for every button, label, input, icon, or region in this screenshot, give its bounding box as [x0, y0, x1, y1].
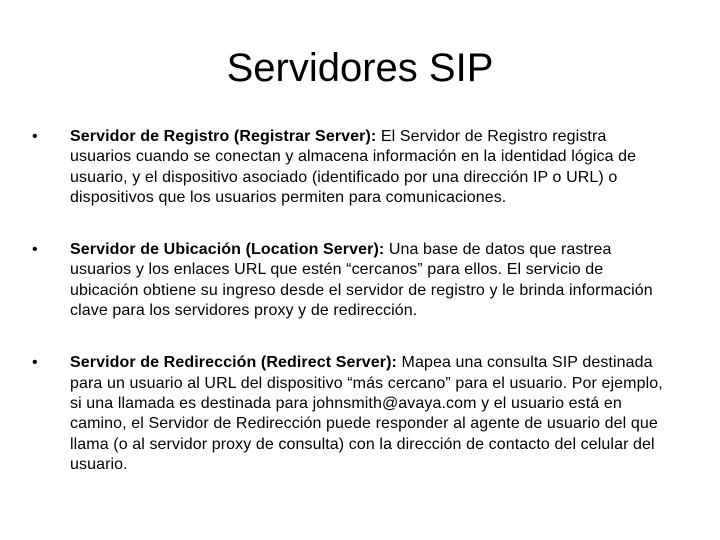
bullet-term: Servidor de Ubicación (Location Server):	[70, 241, 385, 259]
bullet-text: Una base de datos que rastrea usuarios y los enlaces URL que estén “cercanos” para ellos. El servicio de ubicación obtiene su ingreso desde el servidor de registro y le brinda información clave para los servidores proxy y de redirección.	[70, 241, 653, 320]
bullet-term: Servidor de Redirección (Redirect Server):	[70, 354, 397, 372]
bullet-list	[32, 127, 672, 507]
bullet-dot-icon: •	[32, 128, 38, 145]
bullet-redirect-server	[32, 353, 672, 475]
slide-title: Servidores SIP	[226, 46, 494, 90]
bullet-dot-icon: •	[32, 354, 38, 372]
bullet-text: El Servidor de Registro registra usuarios cuando se conectan y almacena información en la identidad lógica de usuario, y el dispositivo asociado (identificado por una dirección IP o URL) o dispositivos que los usuarios permiten para comunicaciones.	[70, 128, 637, 206]
bullet-location-server	[32, 240, 672, 321]
bullet-term: Servidor de Registro (Registrar Server):	[70, 128, 377, 145]
bullet-dot-icon: •	[32, 241, 38, 259]
bullet-text: Mapea una consulta SIP destinada para un usuario al URL del dispositivo “más cercano” para el usuario. Por ejemplo, si una llamada es destinada para johnsmith@avaya.com y el usuario está en camino, el Servidor de Redirección puede responder al agente de usuario del que llama (o al servidor proxy de consulta) con la dirección de contacto del celular del usuario.	[70, 354, 663, 473]
bullet-registrar-server	[32, 127, 672, 208]
